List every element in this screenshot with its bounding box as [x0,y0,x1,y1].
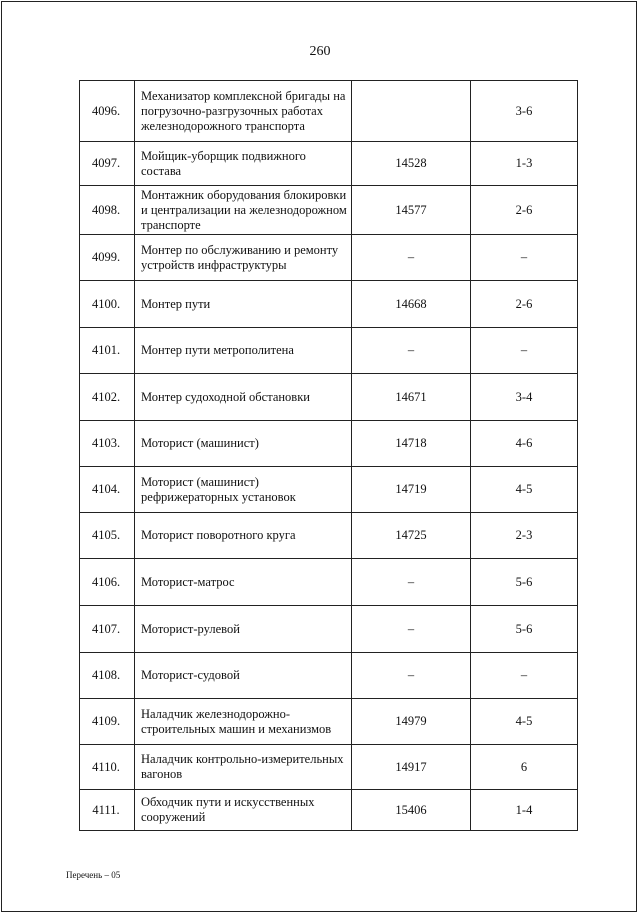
row-number: 4111. [80,790,135,831]
table-row [80,606,578,653]
profession-code: – [352,328,471,374]
table-row [80,790,578,831]
profession-code: – [352,559,471,606]
profession-code: 14719 [352,467,471,513]
row-number: 4102. [80,374,135,421]
profession-code: 14668 [352,281,471,328]
row-number: 4098. [80,186,135,235]
profession-code: – [352,606,471,653]
profession-code: 14718 [352,421,471,467]
grade-range: 2-6 [471,186,578,235]
profession-code: – [352,235,471,281]
row-number: 4096. [80,81,135,142]
table-row [80,281,578,328]
profession-name: Механизатор комплексной бригады на погрузочно-разгрузочных работах железнодорожного транспорта [135,81,352,142]
row-number: 4109. [80,699,135,745]
row-number: 4108. [80,653,135,699]
grade-range: 2-3 [471,513,578,559]
table-row [80,374,578,421]
row-number: 4106. [80,559,135,606]
row-number: 4100. [80,281,135,328]
row-number: 4097. [80,142,135,186]
profession-name: Моторист (машинист) рефрижераторных установок [135,467,352,513]
grade-range: – [471,653,578,699]
table-row [80,186,578,235]
grade-range: 5-6 [471,606,578,653]
profession-name: Моторист-матрос [135,559,352,606]
profession-name: Монтажник оборудования блокировки и централизации на железнодорожном транспорте [135,186,352,235]
table-row [80,235,578,281]
grade-range: 1-4 [471,790,578,831]
table-row [80,513,578,559]
grade-range: 4-5 [471,699,578,745]
grade-range: 4-6 [471,421,578,467]
profession-code: 14917 [352,745,471,790]
grade-range: 5-6 [471,559,578,606]
profession-name: Моторист поворотного круга [135,513,352,559]
profession-code: 14671 [352,374,471,421]
grade-range: 6 [471,745,578,790]
profession-name: Монтер пути [135,281,352,328]
table-row [80,699,578,745]
row-number: 4110. [80,745,135,790]
profession-name: Наладчик железнодорожно-строительных машин и механизмов [135,699,352,745]
page-number: 260 [309,44,331,59]
profession-name: Моторист-судовой [135,653,352,699]
professions-table [79,80,578,831]
grade-range: 3-6 [471,81,578,142]
table-row [80,142,578,186]
grade-range: 3-4 [471,374,578,421]
document-footer: Перечень – 05 [66,870,121,880]
row-number: 4107. [80,606,135,653]
row-number: 4104. [80,467,135,513]
profession-name: Мойщик-уборщик подвижного состава [135,142,352,186]
row-number: 4103. [80,421,135,467]
profession-code: 14979 [352,699,471,745]
profession-code: 14577 [352,186,471,235]
table-row [80,745,578,790]
table-row [80,421,578,467]
table-row [80,328,578,374]
grade-range: 4-5 [471,467,578,513]
profession-code: 14725 [352,513,471,559]
grade-range: 2-6 [471,281,578,328]
row-number: 4101. [80,328,135,374]
profession-name: Монтер пути метрополитена [135,328,352,374]
table-row [80,81,578,142]
profession-name: Моторист (машинист) [135,421,352,467]
grade-range: 1-3 [471,142,578,186]
table-row [80,559,578,606]
profession-name: Монтер по обслуживанию и ремонту устройств инфраструктуры [135,235,352,281]
profession-name: Моторист-рулевой [135,606,352,653]
profession-name: Обходчик пути и искусственных сооружений [135,790,352,831]
profession-code: – [352,653,471,699]
grade-range: – [471,328,578,374]
table-row [80,467,578,513]
profession-name: Монтер судоходной обстановки [135,374,352,421]
profession-code: 14528 [352,142,471,186]
profession-name: Наладчик контрольно-измерительных вагонов [135,745,352,790]
profession-code: 15406 [352,790,471,831]
grade-range: – [471,235,578,281]
row-number: 4105. [80,513,135,559]
row-number: 4099. [80,235,135,281]
profession-code [352,81,471,142]
table-row [80,653,578,699]
